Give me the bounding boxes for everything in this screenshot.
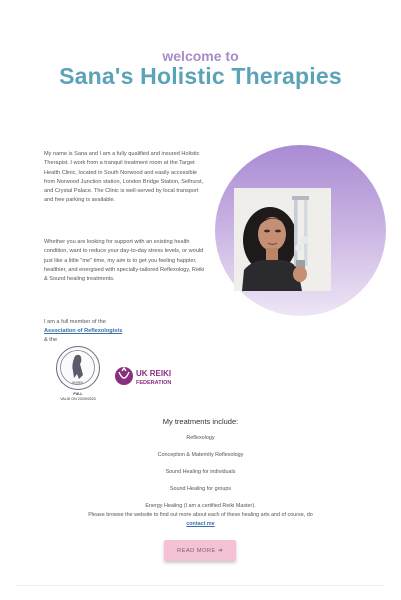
association-of-reflexologists-link[interactable]: Association of Reflexologists	[44, 328, 123, 334]
treatment-item-conception-maternity: Conception & Maternity Reflexology	[157, 452, 244, 458]
membership-suffix: & the	[44, 337, 58, 343]
uk-reiki-federation-logo	[114, 362, 189, 390]
treatment-item-sound-groups: Sound Healing for groups	[169, 486, 232, 492]
read-more-button[interactable]: READ MORE ➔	[164, 540, 236, 561]
reiki-logo-line2: FEDERATION	[136, 380, 172, 386]
aor-badge-emblem-icon	[57, 347, 98, 388]
therapist-photo	[234, 188, 331, 291]
page-title: Sana's Holistic Therapies	[59, 63, 342, 89]
welcome-heading: welcome to	[162, 48, 239, 64]
browse-text	[60, 511, 341, 529]
treatment-item-sound-individuals: Sound Healing for individuals	[165, 469, 236, 475]
aor-badge-caption	[56, 392, 100, 401]
intro-paragraph-1: My name is Sana and I am a fully qualified and insured Holistic Therapist. I work from a tranquil treatment room at the Target Health Clinic, located in South Norwood and easily accessible from Norwood Junction station, London Bridge Station, Selhurst, and Crystal Palace. The Clinic is well-served by local transport and free parking is available.	[44, 151, 204, 204]
svg-text:MEMBER: MEMBER	[72, 381, 83, 385]
aor-caption-full: FULL	[73, 392, 83, 396]
treatments-heading: My treatments include:	[162, 417, 239, 426]
aor-membership-badge	[56, 346, 100, 390]
membership-text	[44, 318, 122, 345]
footer-divider	[16, 585, 385, 586]
contact-me-link[interactable]: contact me	[186, 521, 215, 527]
membership-prefix: I am a full member of the	[44, 319, 106, 325]
intro-paragraph-2: Whether you are looking for support with an existing health condition, want to reduce your day-to-day stress levels, or would just like a little "me" time, my aim is to get you feeling happier, healthier, and energised with specially-tailored Reflexology, Reiki & Sound healing treatments.	[44, 239, 205, 283]
browse-sentence: Please browse the website to find out more about each of these healing arts and of course, do	[88, 512, 313, 518]
treatment-item-reflexology: Reflexology	[186, 435, 215, 441]
reiki-logo-line1: UK REIKI	[136, 369, 172, 378]
aor-caption-valid: VALID ON 23/09/2020	[60, 396, 96, 401]
treatment-item-energy-healing: Energy Healing (I am a certified Reiki Master).	[145, 503, 256, 509]
